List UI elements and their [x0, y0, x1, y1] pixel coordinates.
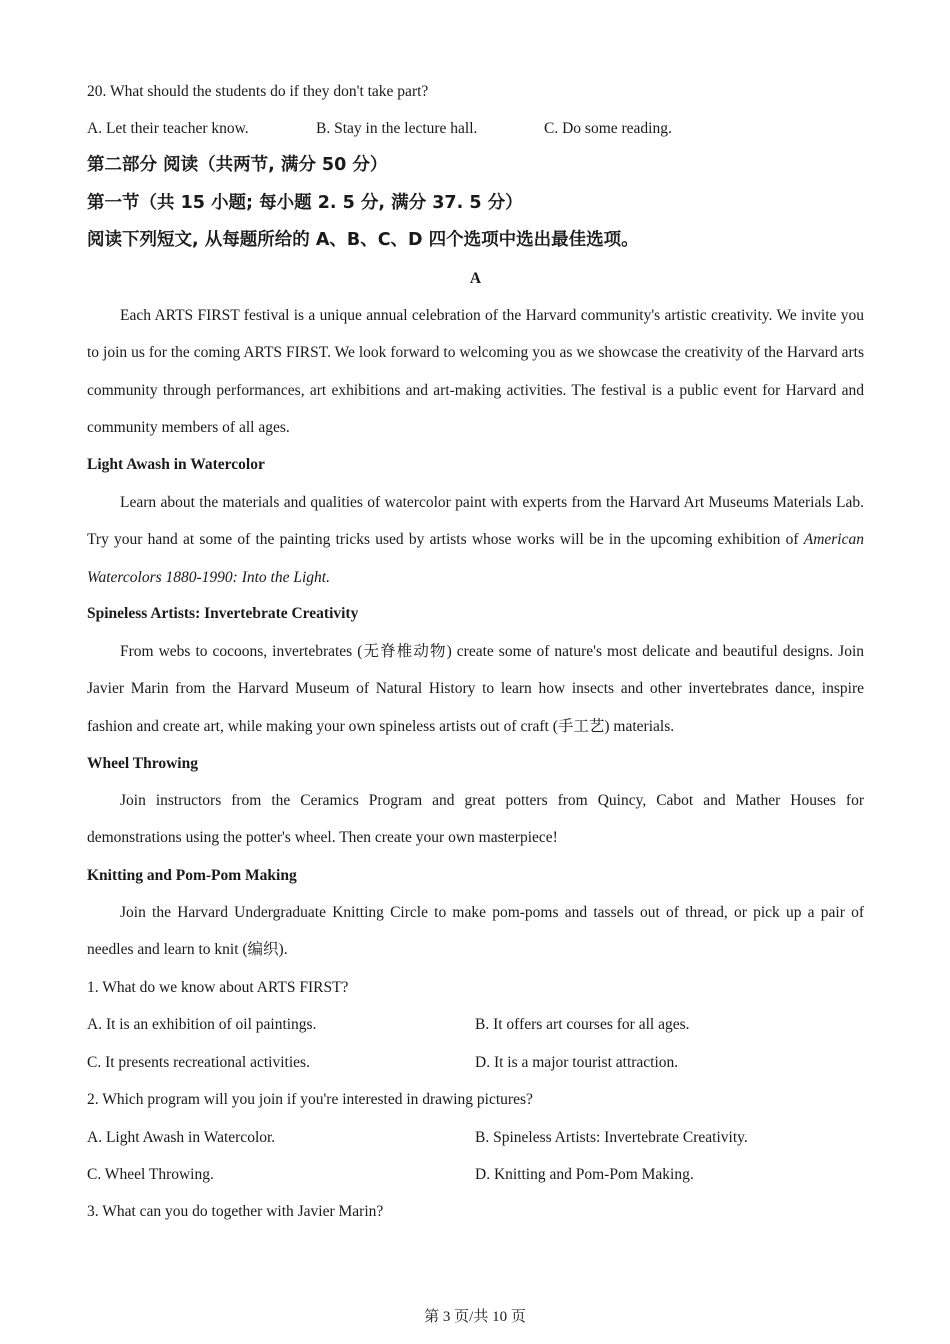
instruction: 阅读下列短文, 从每题所给的 A、B、C、D 四个选项中选出最佳选项。: [87, 230, 639, 250]
exhibition-title: American Watercolors 1880-1990: Into the Light.: [87, 531, 864, 586]
section-body-spineless: From webs to cocoons, invertebrates (无脊椎动物) create some of nature's most delicate and beautiful designs. Join Javier Marin from the Harvard Museum of Natural History to learn how insects and other invertebrates dance, inspire fashion and create art, while making your own spineless artists out of craft (手工艺) materials.: [87, 643, 864, 735]
section-title-knitting: Knitting and Pom-Pom Making: [87, 867, 297, 884]
q2-option-b: B. Spineless Artists: Invertebrate Creativity.: [475, 1129, 748, 1146]
section-body-wheel: Join instructors from the Ceramics Program and great potters from Quincy, Cabot and Mather Houses for demonstrations using the potter's wheel. Then create your own masterpiece!: [87, 792, 864, 847]
q2-option-c: C. Wheel Throwing.: [87, 1166, 214, 1183]
question-2: 2. Which program will you join if you're interested in drawing pictures?: [87, 1091, 533, 1108]
q1-option-c: C. It presents recreational activities.: [87, 1054, 310, 1071]
section-body-watercolor: [87, 484, 864, 596]
question-3: 3. What can you do together with Javier Marin?: [87, 1203, 384, 1220]
q1-option-a: A. It is an exhibition of oil paintings.: [87, 1016, 317, 1033]
q1-option-d: D. It is a major tourist attraction.: [475, 1054, 679, 1071]
sub-title: 第一节（共 15 小题; 每小题 2. 5 分, 满分 37. 5 分）: [87, 193, 523, 213]
q20-option-a: A. Let their teacher know.: [87, 120, 249, 137]
watercolor-text: Learn about the materials and qualities of watercolor paint with experts from the Harvard Art Museums Materials Lab. Try your hand at some of the painting tricks used by artists whose works will be in the upcoming exhibition of: [87, 494, 864, 549]
section-title-wheel: Wheel Throwing: [87, 755, 198, 772]
question-1: 1. What do we know about ARTS FIRST?: [87, 979, 349, 996]
question-20: 20. What should the students do if they don't take part?: [87, 83, 429, 100]
q2-option-a: A. Light Awash in Watercolor.: [87, 1129, 276, 1146]
section-title-watercolor: Light Awash in Watercolor: [87, 456, 265, 473]
q20-option-c: C. Do some reading.: [544, 120, 672, 137]
q2-option-d: D. Knitting and Pom-Pom Making.: [475, 1166, 694, 1183]
passage-intro: Each ARTS FIRST festival is a unique annual celebration of the Harvard community's artistic creativity. We invite you to join us for the coming ARTS FIRST. We look forward to welcoming you as we showcase the creativity of the Harvard arts community through performances, art exhibitions and art-making activities. The festival is a public event for Harvard and community members of all ages.: [87, 307, 864, 436]
section-body-knitting: Join the Harvard Undergraduate Knitting Circle to make pom-poms and tassels out of thread, or pick up a pair of needles and learn to knit (编织).: [87, 904, 864, 959]
passage-label: A: [469, 270, 482, 287]
page-footer: 第 3 页/共 10 页: [424, 1309, 526, 1325]
q20-option-b: B. Stay in the lecture hall.: [316, 120, 478, 137]
part-title: 第二部分 阅读（共两节, 满分 50 分）: [87, 155, 388, 175]
q1-option-b: B. It offers art courses for all ages.: [475, 1016, 690, 1033]
section-title-spineless: Spineless Artists: Invertebrate Creativity: [87, 605, 359, 622]
